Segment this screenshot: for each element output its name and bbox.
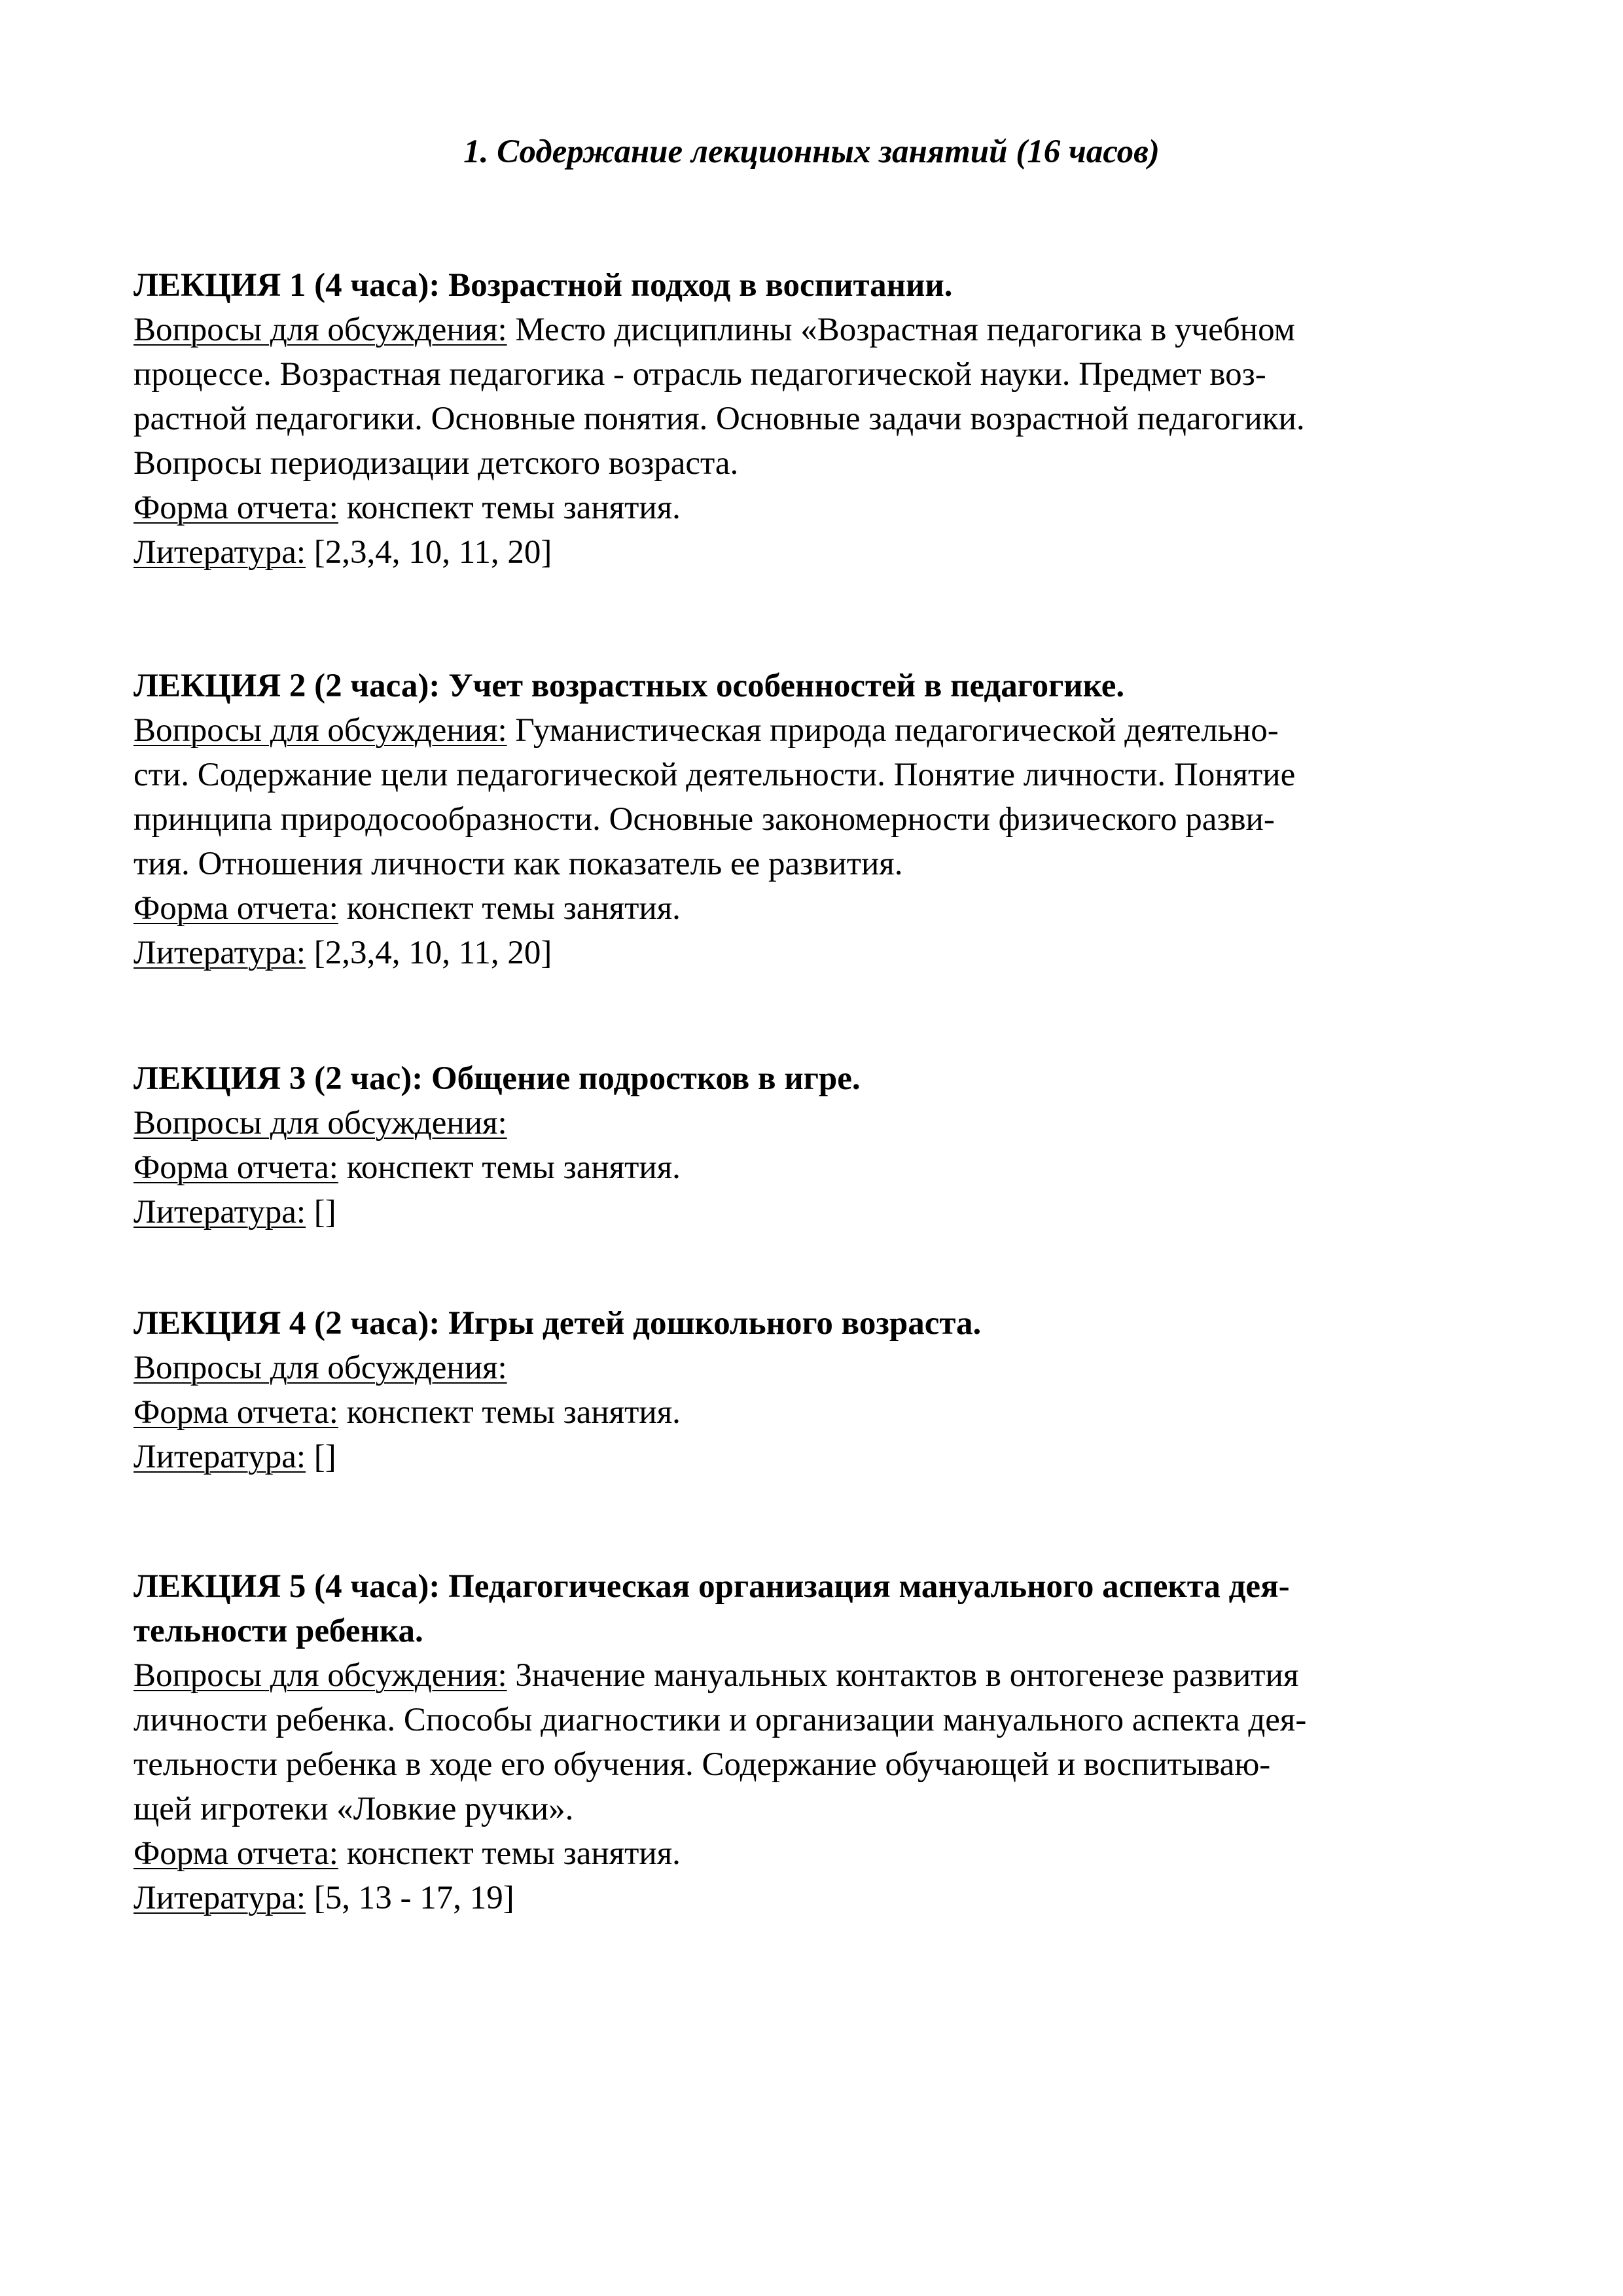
- literature-label: Литература:: [134, 534, 306, 571]
- lecture-heading: ЛЕКЦИЯ 1 (4 часа): Возрастной подход в воспитании.: [134, 267, 953, 304]
- report-label: Форма отчета:: [134, 890, 338, 927]
- lecture-section: [134, 263, 1492, 575]
- report-label: Форма отчета:: [134, 1394, 338, 1431]
- literature-text: []: [313, 1439, 336, 1475]
- lecture-questions: [134, 1101, 1492, 1145]
- lecture-questions: [134, 1653, 1492, 1698]
- report-label: Форма отчета:: [134, 490, 338, 526]
- lecture-section: [134, 664, 1492, 975]
- lecture-section: [134, 1301, 1492, 1479]
- questions-label: Вопросы для обсуждения:: [134, 312, 507, 348]
- lecture-section: [134, 1056, 1492, 1234]
- lecture-heading: ЛЕКЦИЯ 4 (2 часа): Игры детей дошкольного возраста.: [134, 1305, 982, 1342]
- questions-label: Вопросы для обсуждения:: [134, 1105, 507, 1141]
- literature-label: Литература:: [134, 935, 306, 971]
- questions-text: Значение мануальных контактов в онтогенезе развития: [515, 1657, 1299, 1694]
- lecture-questions: [134, 1346, 1492, 1390]
- lecture-literature: [134, 1876, 1492, 1920]
- page-title: 1. Содержание лекционных занятий (16 часов): [463, 134, 1160, 170]
- lecture-questions: личности ребенка. Способы диагностики и организации мануального аспекта дея-: [134, 1702, 1307, 1738]
- questions-text: Гуманистическая природа педагогической деятельно-: [515, 712, 1279, 749]
- literature-label: Литература:: [134, 1194, 306, 1230]
- literature-label: Литература:: [134, 1880, 306, 1916]
- report-label: Форма отчета:: [134, 1149, 338, 1186]
- lecture-literature: [134, 931, 1492, 975]
- lecture-literature: [134, 1435, 1492, 1479]
- lecture-questions: щей игротеки «Ловкие ручки».: [134, 1791, 574, 1827]
- literature-text: [2,3,4, 10, 11, 20]: [313, 534, 552, 571]
- lecture-section: [134, 1564, 1492, 1920]
- questions-label: Вопросы для обсуждения:: [134, 1657, 507, 1694]
- lecture-heading: ЛЕКЦИЯ 3 (2 час): Общение подростков в игре.: [134, 1060, 861, 1097]
- lecture-report: [134, 1145, 1492, 1190]
- questions-label: Вопросы для обсуждения:: [134, 1350, 507, 1386]
- questions-text: Место дисциплины «Возрастная педагогика в учебном: [515, 312, 1295, 348]
- lecture-questions: [134, 708, 1492, 753]
- lecture-questions: [134, 308, 1492, 352]
- report-text: конспект темы занятия.: [346, 1394, 681, 1431]
- report-label: Форма отчета:: [134, 1835, 338, 1872]
- lecture-report: [134, 1390, 1492, 1435]
- literature-label: Литература:: [134, 1439, 306, 1475]
- report-text: конспект темы занятия.: [346, 490, 681, 526]
- lecture-questions: принципа природосообразности. Основные закономерности физического разви-: [134, 801, 1275, 838]
- lecture-heading: ЛЕКЦИЯ 2 (2 часа): Учет возрастных особенностей в педагогике.: [134, 668, 1125, 704]
- lecture-questions: процессе. Возрастная педагогика - отрасль педагогической науки. Предмет воз-: [134, 356, 1266, 393]
- lecture-heading: тельности ребенка.: [134, 1613, 423, 1649]
- report-text: конспект темы занятия.: [346, 1835, 681, 1872]
- literature-text: [2,3,4, 10, 11, 20]: [313, 935, 552, 971]
- lecture-report: [134, 1831, 1492, 1876]
- lecture-questions: сти. Содержание цели педагогической деятельности. Понятие личности. Понятие: [134, 757, 1296, 793]
- lecture-literature: [134, 530, 1492, 575]
- lecture-questions: тельности ребенка в ходе его обучения. Содержание обучающей и воспитываю-: [134, 1746, 1271, 1783]
- lecture-literature: [134, 1190, 1492, 1234]
- literature-text: []: [313, 1194, 336, 1230]
- questions-label: Вопросы для обсуждения:: [134, 712, 507, 749]
- lecture-questions: Вопросы периодизации детского возраста.: [134, 445, 739, 482]
- report-text: конспект темы занятия.: [346, 890, 681, 927]
- literature-text: [5, 13 - 17, 19]: [313, 1880, 514, 1916]
- report-text: конспект темы занятия.: [346, 1149, 681, 1186]
- lecture-report: [134, 886, 1492, 931]
- lecture-questions: тия. Отношения личности как показатель ее развития.: [134, 846, 903, 882]
- lecture-heading: ЛЕКЦИЯ 5 (4 часа): Педагогическая организация мануального аспекта дея-: [134, 1568, 1290, 1605]
- lecture-report: [134, 486, 1492, 530]
- lecture-questions: растной педагогики. Основные понятия. Основные задачи возрастной педагогики.: [134, 401, 1305, 437]
